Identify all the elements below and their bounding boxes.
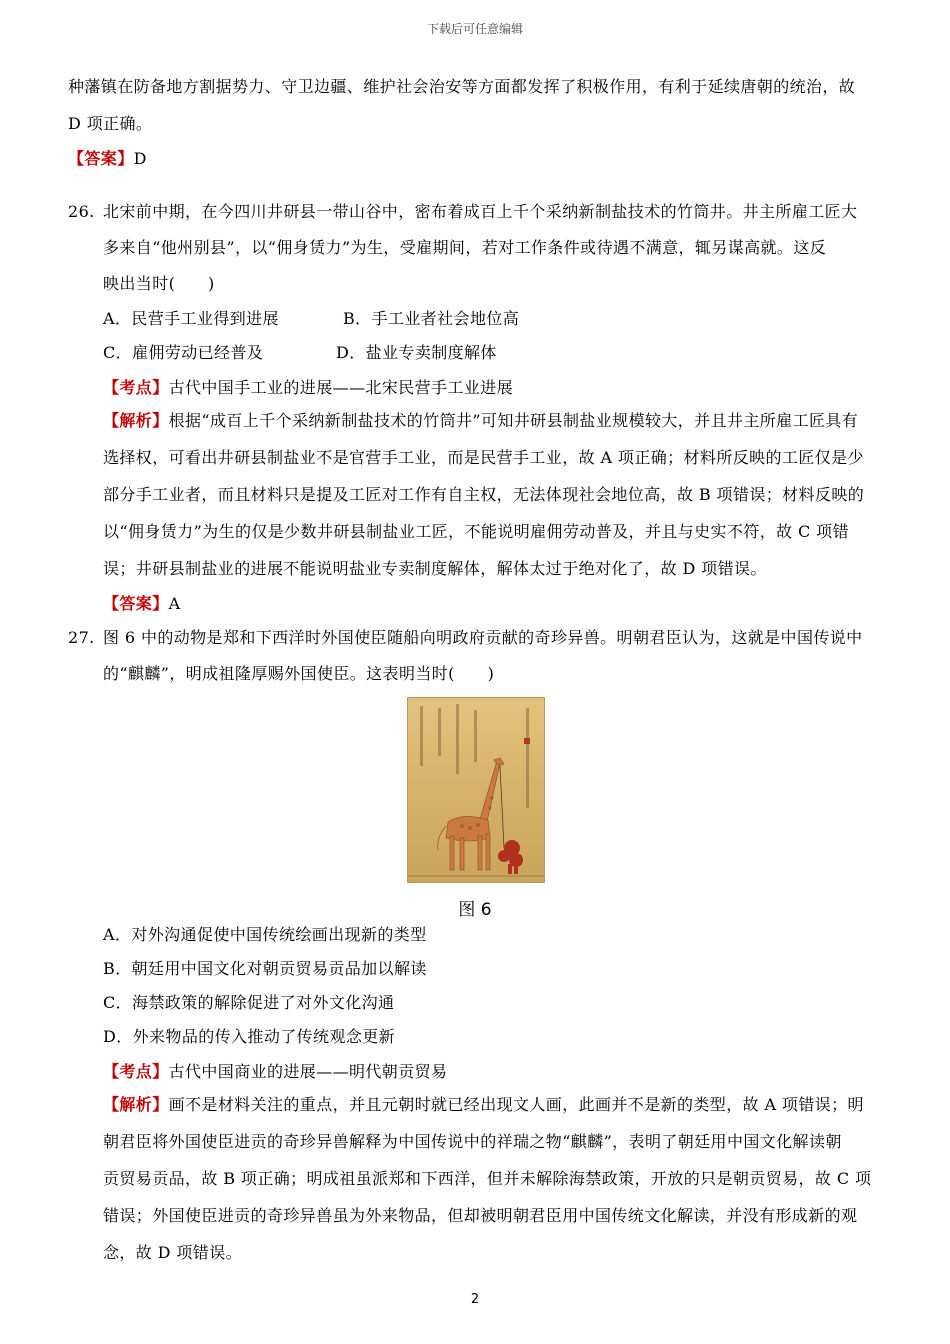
- q26-jiexi-line3: 部分手工业者，而且材料只是提及工匠对工作有自主权，无法体现社会地位高，故 B 项错误；材料反映的: [103, 485, 865, 504]
- q26-jiexi-line1: [103, 402, 893, 439]
- q27-jiexi-line4: 错误；外国使臣进贡的奇珍异兽虽为外来物品，但却被明朝君臣用中国传统文化解读，并没有形成新的观: [103, 1206, 858, 1225]
- q26-jiexi-line4: 以“佣身赁力”为生的仅是少数井研县制盐业工匠，不能说明雇佣劳动普及，并且与史实不符，故 C 项错: [103, 522, 849, 541]
- answer-tag: 【答案】: [68, 149, 134, 168]
- q27-jiexi-line1: [103, 1086, 893, 1123]
- prev-explanation-line2: D 项正确。: [68, 114, 153, 133]
- kaodian-text: 古代中国商业的进展——明代朝贡贸易: [168, 1062, 448, 1081]
- page-number: 2: [470, 1292, 480, 1307]
- q26-jiexi-line2: 选择权，可看出井研县制盐业不是官营手工业，而是民营手工业，故 A 项正确；材料所反映的工匠仅是少: [103, 448, 864, 467]
- jiexi-tag: 【解析】: [103, 411, 169, 430]
- q27-stem-line2: 的“麒麟”，明成祖隆厚赐外国使臣。这表明当时( ): [103, 664, 495, 683]
- q27-jiexi-line2: 朝君臣将外国使臣进贡的奇珍异兽解释为中国传说中的祥瑞之物“麒麟”，表明了朝廷用中国文化解读朝: [103, 1132, 842, 1151]
- answer-value: A: [168, 594, 181, 613]
- q26-stem-line3: 映出当时( ): [103, 274, 215, 293]
- answer-value: D: [133, 149, 147, 168]
- q26-number: 26.: [68, 202, 95, 221]
- q27-jiexi-line5: 念，故 D 项错误。: [103, 1243, 243, 1262]
- q26-stem-line1: 北宋前中期，在今四川井研县一带山谷中，密布着成百上千个采纳新制盐技术的竹筒井。井主所雇工匠大: [103, 202, 858, 221]
- giraffe-painting-figure: [407, 697, 545, 883]
- q26-option-b: B．手工业者社会地位高: [343, 309, 520, 328]
- kaodian-tag: 【考点】: [103, 378, 169, 397]
- q27-option-b: B．朝廷用中国文化对朝贡贸易贡品加以解读: [103, 959, 427, 978]
- kaodian-tag: 【考点】: [103, 1062, 169, 1081]
- figure-caption: 图 6: [458, 900, 492, 920]
- q27-kaodian: [103, 1053, 447, 1090]
- page-header: 下载后可任意编辑: [426, 22, 523, 36]
- q26-stem-line2: 多来自“他州别县”，以“佣身赁力”为生，受雇期间，若对工作条件或待遇不满意，辄另谋高就。这反: [103, 238, 827, 257]
- jiexi-text: 画不是材料关注的重点，并且元朝时就已经出现文人画，此画并不是新的类型，故 A 项错误；明: [168, 1095, 864, 1114]
- jiexi-text: 根据“成百上千个采纳新制盐技术的竹筒井”可知井研县制盐业规模较大，并且井主所雇工匠具有: [168, 411, 859, 430]
- q26-jiexi-line5: 误；井研县制盐业的进展不能说明盐业专卖制度解体，解体太过于绝对化了，故 D 项错误。: [103, 559, 767, 578]
- jiexi-tag: 【解析】: [103, 1095, 169, 1114]
- q27-option-a: A．对外沟通促使中国传统绘画出现新的类型: [103, 925, 427, 944]
- prev-explanation-line1: 种藩镇在防备地方割据势力、守卫边疆、维护社会治安等方面都发挥了积极作用，有利于延续唐朝的统治，故: [68, 77, 856, 96]
- kaodian-text: 古代中国手工业的进展——北宋民营手工业进展: [168, 378, 514, 397]
- prev-answer: [68, 140, 147, 177]
- q26-answer: [103, 585, 181, 622]
- q26-option-d: D．盐业专卖制度解体: [336, 343, 497, 362]
- q27-option-c: C．海禁政策的解除促进了对外文化沟通: [103, 993, 395, 1012]
- q26-kaodian: [103, 369, 513, 406]
- q27-number: 27.: [68, 628, 95, 647]
- giraffe-painting-image: [408, 698, 544, 882]
- answer-tag: 【答案】: [103, 594, 169, 613]
- q27-jiexi-line3: 贡贸易贡品，故 B 项正确；明成祖虽派郑和下西洋，但并未解除海禁政策，开放的只是朝贡贸易，故 C 项: [103, 1169, 872, 1188]
- q26-option-c: C．雇佣劳动已经普及: [103, 343, 264, 362]
- q26-option-a: A．民营手工业得到进展: [103, 309, 279, 328]
- q27-stem-line1: 图 6 中的动物是郑和下西洋时外国使臣随船向明政府贡献的奇珍异兽。明朝君臣认为，这就是中国传说中: [103, 628, 863, 647]
- q27-option-d: D．外来物品的传入推动了传统观念更新: [103, 1027, 396, 1046]
